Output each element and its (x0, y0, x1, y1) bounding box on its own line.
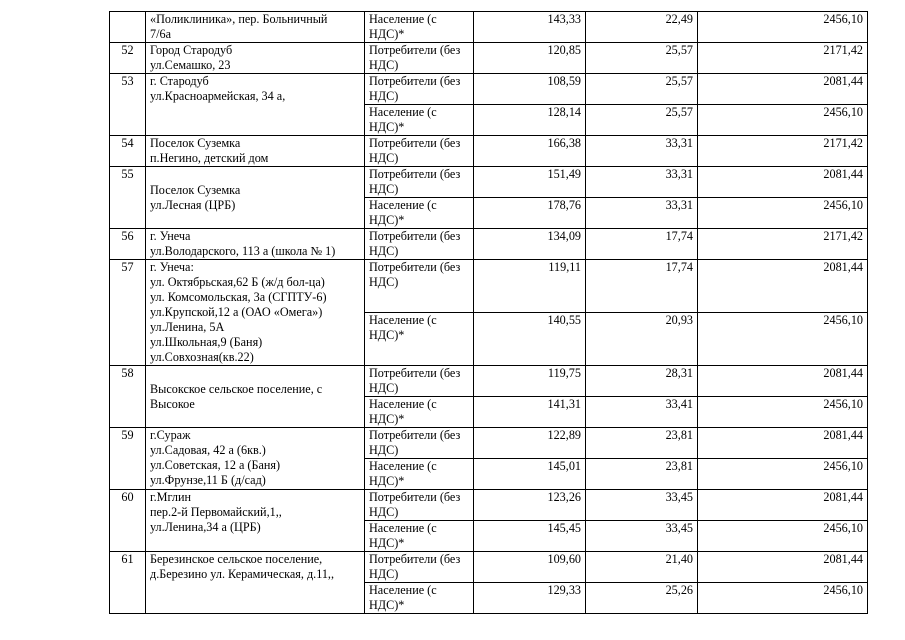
tariff-value-2: 20,93 (586, 313, 698, 366)
address-line: п.Негино, детский дом (150, 151, 269, 165)
tariff-value-3: 2081,44 (698, 167, 868, 198)
consumer-category (365, 428, 474, 459)
consumer-category (365, 12, 474, 43)
table-row (110, 366, 868, 397)
address-line: Город Стародуб (150, 43, 233, 57)
row-number: 52 (110, 43, 146, 74)
table-row (110, 74, 868, 105)
tariff-value-3: 2081,44 (698, 490, 868, 521)
tariff-value-3: 2456,10 (698, 105, 868, 136)
tariff-value-3: 2081,44 (698, 552, 868, 583)
category-line: НДС)* (369, 213, 405, 227)
category-line: Потребители (без (369, 552, 461, 566)
address-line: ул. Октябрьская,62 Б (ж/д бол-ца) (150, 275, 325, 289)
row-number: 58 (110, 366, 146, 428)
address-cell (146, 12, 365, 43)
tariff-value-2: 33,41 (586, 397, 698, 428)
tariff-value-3: 2456,10 (698, 313, 868, 366)
category-line: НДС) (369, 151, 399, 165)
consumer-category (365, 229, 474, 260)
tariff-value-1: 109,60 (474, 552, 586, 583)
category-line: Население (с (369, 105, 437, 119)
tariff-value-3: 2456,10 (698, 583, 868, 614)
consumer-category (365, 43, 474, 74)
category-line: Население (с (369, 521, 437, 535)
consumer-category (365, 313, 474, 366)
category-line: Население (с (369, 313, 437, 327)
tariff-value-3: 2456,10 (698, 521, 868, 552)
address-cell (146, 260, 365, 366)
table-row (110, 490, 868, 521)
table-row (110, 552, 868, 583)
category-line: НДС)* (369, 412, 405, 426)
category-line: НДС) (369, 567, 399, 581)
category-line: Потребители (без (369, 229, 461, 243)
tariff-value-1: 129,33 (474, 583, 586, 614)
tariff-value-1: 145,01 (474, 459, 586, 490)
address-cell (146, 136, 365, 167)
consumer-category (365, 105, 474, 136)
category-line: Население (с (369, 459, 437, 473)
category-line: НДС)* (369, 328, 405, 342)
address-line: ул. Комсомольская, 3а (СГПТУ-6) (150, 290, 327, 304)
address-line: ул.Лесная (ЦРБ) (150, 197, 236, 212)
category-line: НДС) (369, 89, 399, 103)
address-line: ул.Володарского, 113 а (школа № 1) (150, 244, 336, 258)
tariff-value-2: 25,57 (586, 105, 698, 136)
tariff-value-1: 120,85 (474, 43, 586, 74)
tariff-value-1: 166,38 (474, 136, 586, 167)
consumer-category (365, 459, 474, 490)
address-line: ул.Крупской,12 а (ОАО «Омега») (150, 305, 323, 319)
tariff-value-3: 2171,42 (698, 136, 868, 167)
category-line: Население (с (369, 397, 437, 411)
address-line: Высокское сельское поселение, с (150, 381, 323, 396)
tariff-value-3: 2081,44 (698, 260, 868, 313)
row-number (110, 12, 146, 43)
tariff-value-1: 151,49 (474, 167, 586, 198)
row-number: 59 (110, 428, 146, 490)
tariff-value-2: 17,74 (586, 229, 698, 260)
address-line: ул.Ленина,34 а (ЦРБ) (150, 520, 261, 534)
category-line: НДС) (369, 505, 399, 519)
category-line: НДС)* (369, 120, 405, 134)
consumer-category (365, 397, 474, 428)
address-line: г.Мглин (150, 490, 192, 504)
consumer-category (365, 260, 474, 313)
address-line: 7/6а (150, 27, 171, 41)
category-line: НДС) (369, 244, 399, 258)
tariff-value-1: 141,31 (474, 397, 586, 428)
table-row (110, 260, 868, 313)
table-row (110, 229, 868, 260)
row-number: 54 (110, 136, 146, 167)
category-line: НДС) (369, 443, 399, 457)
tariff-value-2: 33,45 (586, 490, 698, 521)
address-cell (146, 43, 365, 74)
address-line: Березинское сельское поселение, (150, 552, 323, 566)
category-line: Население (с (369, 12, 437, 26)
address-line: ул.Красноармейская, 34 а, (150, 89, 286, 103)
category-line: Потребители (без (369, 43, 461, 57)
table-row (110, 167, 868, 198)
address-line: Поселок Суземка (150, 136, 241, 150)
consumer-category (365, 521, 474, 552)
category-line: НДС) (369, 381, 399, 395)
tariff-value-1: 143,33 (474, 12, 586, 43)
category-line: Население (с (369, 583, 437, 597)
address-cell (146, 552, 365, 614)
tariff-value-3: 2081,44 (698, 366, 868, 397)
tariff-value-2: 17,74 (586, 260, 698, 313)
address-line: ул.Садовая, 42 а (6кв.) (150, 443, 266, 457)
tariff-value-2: 33,31 (586, 198, 698, 229)
row-number: 56 (110, 229, 146, 260)
address-line: пер.2-й Первомайский,1,, (150, 505, 282, 519)
row-number: 61 (110, 552, 146, 614)
category-line: НДС)* (369, 27, 405, 41)
tariff-value-2: 28,31 (586, 366, 698, 397)
table-row (110, 136, 868, 167)
tariff-value-1: 122,89 (474, 428, 586, 459)
consumer-category (365, 136, 474, 167)
address-cell (146, 74, 365, 136)
consumer-category (365, 490, 474, 521)
consumer-category (365, 74, 474, 105)
row-number: 57 (110, 260, 146, 366)
tariff-value-2: 25,57 (586, 74, 698, 105)
consumer-category (365, 198, 474, 229)
address-line: г. Унеча (150, 229, 191, 243)
tariff-value-3: 2456,10 (698, 12, 868, 43)
consumer-category (365, 167, 474, 198)
row-number: 55 (110, 167, 146, 229)
table-row (110, 428, 868, 459)
consumer-category (365, 552, 474, 583)
address-line: Поселок Суземка (150, 182, 241, 197)
tariff-value-3: 2081,44 (698, 74, 868, 105)
tariff-value-2: 21,40 (586, 552, 698, 583)
tariff-value-1: 140,55 (474, 313, 586, 366)
category-line: Потребители (без (369, 490, 461, 504)
address-line: ул.Семашко, 23 (150, 58, 231, 72)
tariff-value-1: 119,75 (474, 366, 586, 397)
tariff-value-1: 123,26 (474, 490, 586, 521)
address-cell (146, 229, 365, 260)
tariff-value-3: 2456,10 (698, 198, 868, 229)
tariff-value-1: 178,76 (474, 198, 586, 229)
consumer-category (365, 583, 474, 614)
category-line: НДС)* (369, 536, 405, 550)
category-line: Потребители (без (369, 74, 461, 88)
address-line: ул.Ленина, 5А (150, 320, 225, 334)
address-line: ул.Фрунзе,11 Б (д/сад) (150, 473, 266, 487)
tariff-value-2: 33,31 (586, 136, 698, 167)
address-line: г. Стародуб (150, 74, 209, 88)
address-line: ул.Школьная,9 (Баня) (150, 335, 263, 349)
row-number: 60 (110, 490, 146, 552)
address-cell (146, 167, 365, 229)
tariff-value-2: 33,45 (586, 521, 698, 552)
tariff-table-body (110, 12, 868, 614)
tariff-value-1: 119,11 (474, 260, 586, 313)
category-line: НДС) (369, 182, 399, 196)
row-number: 53 (110, 74, 146, 136)
tariff-value-3: 2456,10 (698, 459, 868, 490)
tariff-value-3: 2171,42 (698, 229, 868, 260)
category-line: Потребители (без (369, 428, 461, 442)
category-line: НДС) (369, 275, 399, 289)
address-line: д.Березино ул. Керамическая, д.11,, (150, 567, 335, 581)
address-line: г.Сураж (150, 428, 191, 442)
tariff-value-3: 2456,10 (698, 397, 868, 428)
tariff-value-2: 25,26 (586, 583, 698, 614)
tariff-value-1: 134,09 (474, 229, 586, 260)
category-line: Население (с (369, 198, 437, 212)
tariff-value-3: 2081,44 (698, 428, 868, 459)
tariff-value-2: 33,31 (586, 167, 698, 198)
address-line: ул.Советская, 12 а (Баня) (150, 458, 281, 472)
tariff-value-1: 145,45 (474, 521, 586, 552)
tariff-value-1: 108,59 (474, 74, 586, 105)
table-row (110, 43, 868, 74)
category-line: НДС)* (369, 598, 405, 612)
tariff-value-2: 23,81 (586, 428, 698, 459)
table-row (110, 12, 868, 43)
address-cell (146, 490, 365, 552)
tariff-table (109, 11, 868, 614)
address-cell (146, 428, 365, 490)
tariff-value-3: 2171,42 (698, 43, 868, 74)
address-line: «Поликлиника», пер. Больничный (150, 12, 328, 26)
category-line: НДС) (369, 58, 399, 72)
tariff-value-2: 23,81 (586, 459, 698, 490)
address-line: Высокое (150, 396, 195, 411)
category-line: Потребители (без (369, 260, 461, 274)
tariff-value-2: 25,57 (586, 43, 698, 74)
address-cell (146, 366, 365, 428)
category-line: Потребители (без (369, 366, 461, 380)
address-line: ул.Совхозная(кв.22) (150, 350, 254, 364)
tariff-value-1: 128,14 (474, 105, 586, 136)
category-line: НДС)* (369, 474, 405, 488)
consumer-category (365, 366, 474, 397)
category-line: Потребители (без (369, 136, 461, 150)
address-line: г. Унеча: (150, 260, 194, 274)
category-line: Потребители (без (369, 167, 461, 181)
tariff-value-2: 22,49 (586, 12, 698, 43)
